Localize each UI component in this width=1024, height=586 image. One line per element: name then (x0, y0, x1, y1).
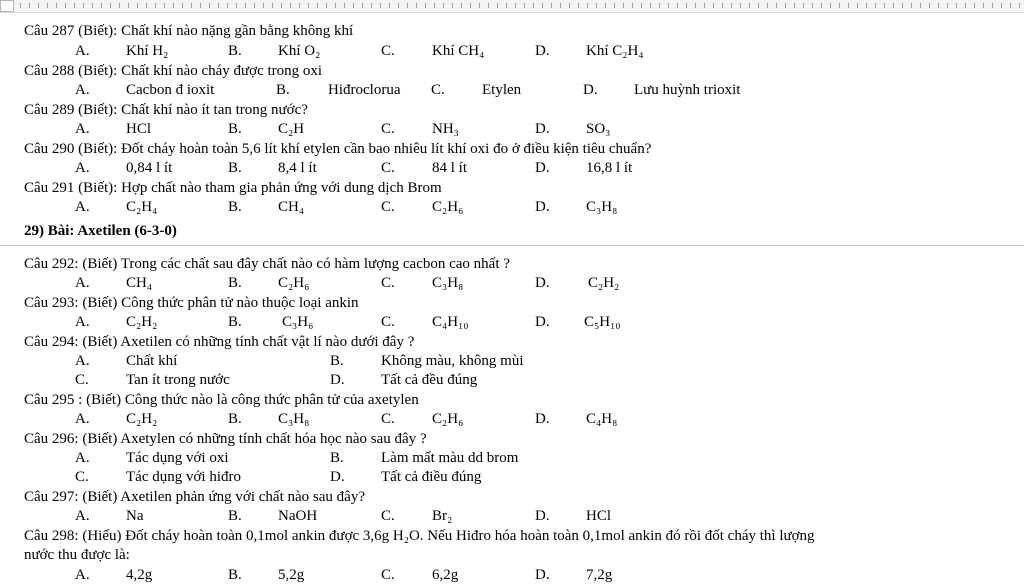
option-letter: C. (381, 567, 395, 583)
option-letter: D. (330, 372, 345, 388)
option-letter: C. (381, 508, 395, 524)
option-letter: D. (535, 43, 550, 59)
ruler-tick (623, 3, 624, 8)
question-text: Câu 291 (Biết): Hợp chất nào tham gia phản ứng với dung dịch Brom (24, 180, 442, 196)
option-text: C₃H₈ (432, 275, 464, 291)
ruler-tick (848, 3, 849, 8)
option-row (0, 566, 1024, 585)
ruler-tick (56, 3, 57, 8)
ruler-tick (1010, 3, 1011, 8)
option-text: C₂H₂ (126, 411, 158, 427)
option-text: C₂H₆ (432, 411, 464, 427)
question-text: Câu 295 : (Biết) Công thức nào là công thức phân tử của axetylen (24, 392, 419, 408)
ruler-tick (119, 3, 120, 8)
ruler-tick (740, 3, 741, 8)
ruler-tick (47, 3, 48, 8)
ruler-tick (110, 3, 111, 8)
ruler-tick (155, 3, 156, 8)
option-text: Tất cả điều đúng (381, 469, 482, 485)
ruler-tick (911, 3, 912, 8)
option-text: Na (126, 508, 144, 524)
question-text-continued: nước thu được là: (24, 547, 130, 563)
ruler-tick (857, 3, 858, 8)
question-text: Câu 294: (Biết) Axetilen có những tính chất vật lí nào dưới đây ? (24, 334, 415, 350)
ruler-tick (875, 3, 876, 8)
option-row (0, 410, 1024, 429)
ruler-tick (362, 3, 363, 8)
ruler-tick (407, 3, 408, 8)
option-letter: D. (583, 82, 598, 98)
option-text: Lưu huỳnh trioxit (634, 82, 741, 98)
ruler-tick (524, 3, 525, 8)
option-letter: A. (75, 160, 90, 176)
option-row (0, 274, 1024, 293)
question-text: Câu 288 (Biết): Chất khí nào cháy được trong oxi (24, 63, 323, 79)
ruler-tick (74, 3, 75, 8)
option-text: Khí O₂ (278, 43, 321, 59)
option-text: CH₄ (278, 199, 305, 215)
option-letter: C. (431, 82, 445, 98)
ruler-tick (686, 3, 687, 8)
ruler-tick (542, 3, 543, 8)
ruler-tick (389, 3, 390, 8)
ruler-tick (353, 3, 354, 8)
option-text: C₂H₂ (588, 275, 620, 291)
option-letter: C. (381, 43, 395, 59)
ruler-tick (83, 3, 84, 8)
section-heading: 29) Bài: Axetilen (6-3-0) (24, 223, 177, 239)
ruler-tick (218, 3, 219, 8)
option-letter: A. (75, 199, 90, 215)
option-text: C₂H (278, 121, 305, 137)
question-text: Câu 292: (Biết) Trong các chất sau đây chất nào có hàm lượng cacbon cao nhất ? (24, 256, 510, 272)
option-text: Khí CH₄ (432, 43, 485, 59)
ruler-tick (371, 3, 372, 8)
option-letter: B. (228, 160, 242, 176)
ruler-tick (974, 3, 975, 8)
option-text: C₄H₈ (586, 411, 618, 427)
ruler-tick (281, 3, 282, 8)
ruler-tick (101, 3, 102, 8)
option-text: 7,2g (586, 567, 613, 583)
option-text: C₂H₆ (278, 275, 310, 291)
ruler-tick (659, 3, 660, 8)
ruler-tick (443, 3, 444, 8)
question-text: Câu 297: (Biết) Axetilen phản ứng với chất nào sau đây? (24, 489, 365, 505)
option-letter: B. (228, 411, 242, 427)
ruler-tick (470, 3, 471, 8)
option-text: C₃H₈ (586, 199, 618, 215)
ruler-tick (965, 3, 966, 8)
ruler-tick (596, 3, 597, 8)
question-text: Câu 296: (Biết) Axetylen có những tính chất hóa học nào sau đây ? (24, 431, 427, 447)
ruler-tick (479, 3, 480, 8)
ruler-tick (749, 3, 750, 8)
question-text: Câu 290 (Biết): Đốt cháy hoàn toàn 5,6 lít khí etylen cần bao nhiêu lít khí oxi đo ở điều kiện tiêu chuẩn? (24, 141, 652, 157)
option-letter: B. (228, 275, 242, 291)
ruler-tick (983, 3, 984, 8)
option-text: Chất khí (126, 353, 178, 369)
option-text: Không màu, không mùi (381, 353, 524, 369)
ruler-tick (227, 3, 228, 8)
ruler-tick (335, 3, 336, 8)
option-letter: B. (228, 199, 242, 215)
ruler-tick (200, 3, 201, 8)
ruler-tick (704, 3, 705, 8)
option-row (0, 159, 1024, 178)
option-letter: B. (330, 450, 344, 466)
ruler-tick (236, 3, 237, 8)
ruler-tick (173, 3, 174, 8)
ruler-tick (506, 3, 507, 8)
ruler-tick (587, 3, 588, 8)
ruler-tick (569, 3, 570, 8)
option-letter: B. (228, 567, 242, 583)
option-letter: B. (276, 82, 290, 98)
option-text: C₄H₁₀ (432, 314, 469, 330)
ruler-tick (641, 3, 642, 8)
ruler-tick (893, 3, 894, 8)
ruler-tick (560, 3, 561, 8)
page-break-divider (0, 245, 1024, 246)
ruler-tick (326, 3, 327, 8)
option-letter: A. (75, 353, 90, 369)
ruler-tick (317, 3, 318, 8)
option-letter: A. (75, 450, 90, 466)
ruler-tick (722, 3, 723, 8)
ruler-tick (758, 3, 759, 8)
ruler-tick (578, 3, 579, 8)
option-text: C₂H₂ (126, 314, 158, 330)
option-text: CH₄ (126, 275, 153, 291)
option-text: 5,2g (278, 567, 305, 583)
option-letter: B. (330, 353, 344, 369)
option-text: Etylen (482, 82, 522, 98)
ruler-tick (767, 3, 768, 8)
ruler-tick (380, 3, 381, 8)
ruler-tick (803, 3, 804, 8)
ruler-tick (299, 3, 300, 8)
option-letter: A. (75, 567, 90, 583)
option-letter: D. (535, 121, 550, 137)
ruler-tick (920, 3, 921, 8)
option-text: SO₃ (586, 121, 611, 137)
question-text: Câu 287 (Biết): Chất khí nào nặng gần bằng không khí (24, 23, 354, 39)
ruler-tick (209, 3, 210, 8)
option-text: C₂H₆ (432, 199, 464, 215)
ruler-tick (614, 3, 615, 8)
ruler-tick (1001, 3, 1002, 8)
ruler-tick (452, 3, 453, 8)
option-text: HCl (586, 508, 612, 524)
ruler-tick (794, 3, 795, 8)
ruler-tick (947, 3, 948, 8)
option-letter: A. (75, 121, 90, 137)
option-letter: B. (228, 314, 242, 330)
ruler-tick (1019, 3, 1020, 8)
option-text: 6,2g (432, 567, 459, 583)
ruler-tick (776, 3, 777, 8)
ruler-tick (929, 3, 930, 8)
option-row (0, 468, 1024, 487)
option-text: Hiđroclorua (328, 82, 401, 98)
option-text: C₂H₄ (126, 199, 158, 215)
ruler-tick (839, 3, 840, 8)
option-text: Khí H₂ (126, 43, 169, 59)
option-letter: A. (75, 43, 90, 59)
option-letter: B. (228, 508, 242, 524)
option-letter: A. (75, 411, 90, 427)
ruler-tick (29, 3, 30, 8)
ruler-tick (533, 3, 534, 8)
ruler (0, 0, 1024, 13)
ruler-tick (434, 3, 435, 8)
ruler-tick (515, 3, 516, 8)
ruler-tick (461, 3, 462, 8)
option-text: 0,84 l ít (126, 160, 173, 176)
ruler-tick (398, 3, 399, 8)
ruler-tick (713, 3, 714, 8)
option-letter: D. (535, 199, 550, 215)
question-text: Câu 293: (Biết) Công thức phân tử nào thuộc loại ankin (24, 295, 359, 311)
option-text: C₃H₈ (278, 411, 310, 427)
ruler-tick (263, 3, 264, 8)
ruler-tick (812, 3, 813, 8)
ruler-tick (254, 3, 255, 8)
option-text: NH₃ (432, 121, 459, 137)
ruler-tick (65, 3, 66, 8)
ruler-tick (497, 3, 498, 8)
ruler-tick (92, 3, 93, 8)
option-row (0, 371, 1024, 390)
option-letter: B. (228, 43, 242, 59)
ruler-tick (128, 3, 129, 8)
ruler-tick (488, 3, 489, 8)
ruler-tick (38, 3, 39, 8)
ruler-tick (308, 3, 309, 8)
ruler-tick (146, 3, 147, 8)
option-text: C₅H₁₀ (584, 314, 621, 330)
ruler-tick (785, 3, 786, 8)
option-text: Cacbon đ ioxit (126, 82, 215, 98)
option-letter: D. (535, 275, 550, 291)
option-text: Làm mất màu dd brom (381, 450, 519, 466)
option-letter: B. (228, 121, 242, 137)
ruler-tick (650, 3, 651, 8)
option-text: 16,8 l ít (586, 160, 633, 176)
ruler-tick (191, 3, 192, 8)
option-text: Tác dụng với oxi (126, 450, 229, 466)
ruler-tick (668, 3, 669, 8)
ruler-tick (137, 3, 138, 8)
option-letter: D. (535, 567, 550, 583)
option-text: 8,4 l ít (278, 160, 317, 176)
option-letter: D. (535, 314, 550, 330)
option-text: Tác dụng với hiđro (126, 469, 241, 485)
option-row (0, 42, 1024, 61)
option-letter: A. (75, 275, 90, 291)
ruler-tick (632, 3, 633, 8)
ruler-tick (830, 3, 831, 8)
option-letter: A. (75, 508, 90, 524)
option-row (0, 352, 1024, 371)
option-row (0, 507, 1024, 526)
option-text: HCl (126, 121, 152, 137)
question-text: Câu 289 (Biết): Chất khí nào ít tan trong nước? (24, 102, 308, 118)
option-row (0, 313, 1024, 332)
option-row (0, 120, 1024, 139)
ruler-corner[interactable] (0, 0, 14, 12)
ruler-tick (245, 3, 246, 8)
option-letter: C. (75, 469, 89, 485)
option-text: Br₂ (432, 508, 453, 524)
ruler-tick (344, 3, 345, 8)
ruler-tick (992, 3, 993, 8)
ruler-tick (938, 3, 939, 8)
option-text: Khí C₂H₄ (586, 43, 644, 59)
option-letter: C. (381, 314, 395, 330)
ruler-tick (551, 3, 552, 8)
option-letter: D. (535, 411, 550, 427)
ruler-tick (731, 3, 732, 8)
option-row (0, 449, 1024, 468)
ruler-tick (20, 3, 21, 8)
ruler-tick (677, 3, 678, 8)
option-letter: D. (535, 508, 550, 524)
ruler-tick (695, 3, 696, 8)
option-letter: C. (381, 121, 395, 137)
question-text: Câu 298: (Hiểu) Đốt cháy hoàn toàn 0,1mol ankin được 3,6g H₂O. Nếu Hiđro hóa hoàn toàn 0,1mol ankin đó rồi đốt cháy thì lượng (24, 528, 815, 544)
option-letter: C. (381, 160, 395, 176)
option-text: Tất cả đều đúng (381, 372, 478, 388)
option-letter: C. (381, 275, 395, 291)
option-letter: C. (75, 372, 89, 388)
option-letter: D. (535, 160, 550, 176)
ruler-tick (902, 3, 903, 8)
option-text: 4,2g (126, 567, 153, 583)
ruler-tick (164, 3, 165, 8)
option-letter: A. (75, 82, 90, 98)
option-text: C₃H₆ (282, 314, 314, 330)
ruler-tick (866, 3, 867, 8)
ruler-tick (605, 3, 606, 8)
ruler-tick (272, 3, 273, 8)
ruler-tick (416, 3, 417, 8)
option-letter: C. (381, 411, 395, 427)
option-text: Tan ít trong nước (126, 372, 230, 388)
ruler-tick (425, 3, 426, 8)
ruler-tick (182, 3, 183, 8)
ruler-tick (884, 3, 885, 8)
option-row (0, 81, 1024, 100)
option-text: NaOH (278, 508, 318, 524)
option-letter: D. (330, 469, 345, 485)
option-letter: C. (381, 199, 395, 215)
ruler-tick (290, 3, 291, 8)
ruler-tick (956, 3, 957, 8)
ruler-tick (821, 3, 822, 8)
option-letter: A. (75, 314, 90, 330)
option-row (0, 198, 1024, 217)
option-text: 84 l ít (432, 160, 468, 176)
